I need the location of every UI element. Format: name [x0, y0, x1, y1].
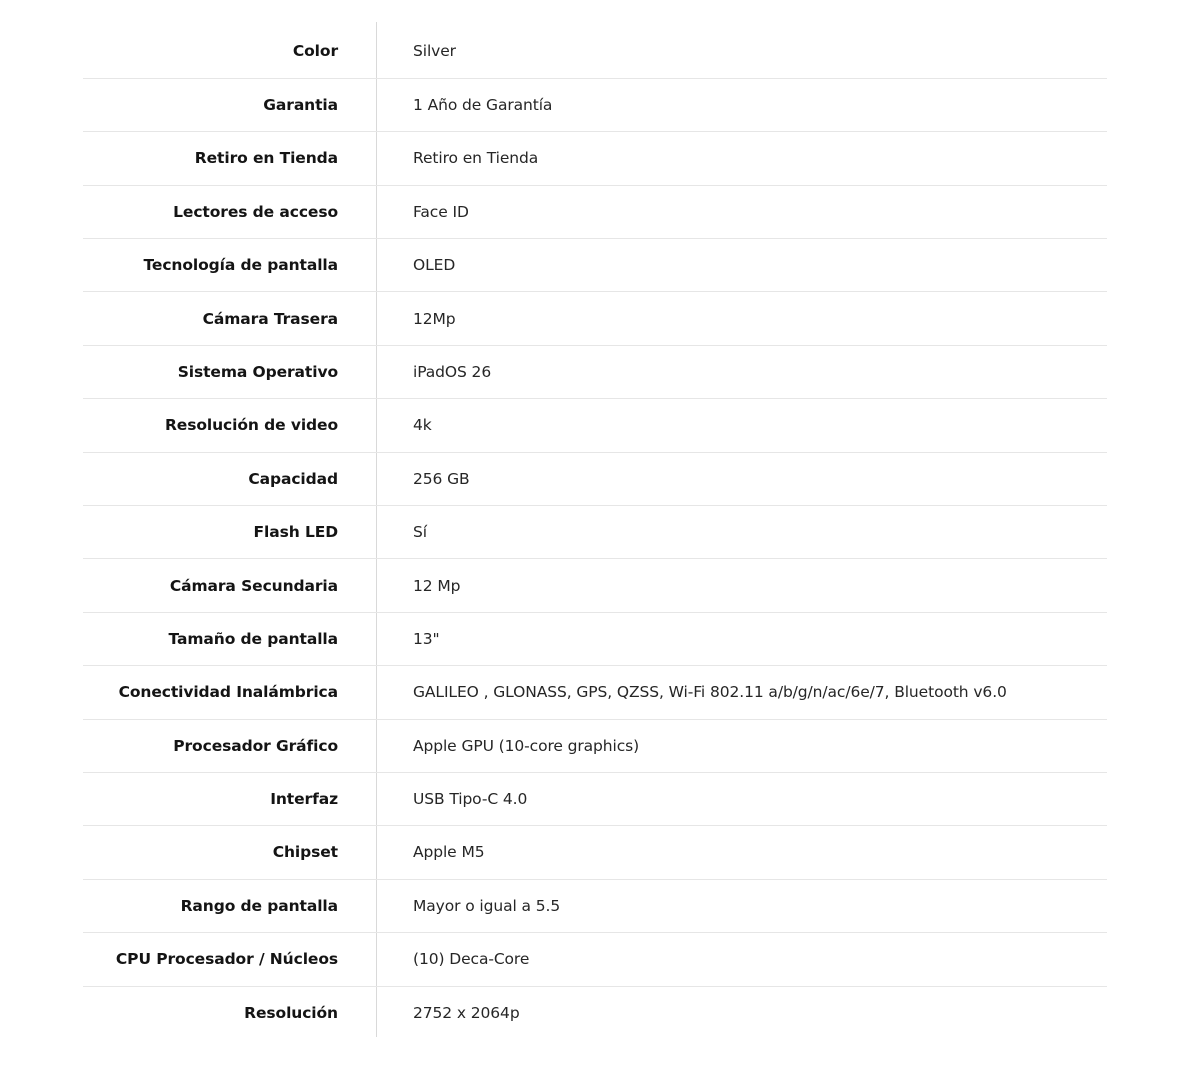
- spec-label: Tecnología de pantalla: [83, 239, 376, 292]
- spec-label: Rango de pantalla: [83, 879, 376, 932]
- spec-value: Apple GPU (10-core graphics): [376, 719, 1107, 772]
- table-row: [83, 506, 1107, 559]
- spec-value: 12 Mp: [376, 559, 1107, 612]
- table-row: [83, 239, 1107, 292]
- table-row: [83, 185, 1107, 238]
- spec-label: Color: [292, 42, 338, 61]
- table-row: [83, 452, 1107, 505]
- spec-value: Retiro en Tienda: [376, 132, 1107, 185]
- spec-label: Cámara Secundaria: [83, 559, 376, 612]
- spec-label: Procesador Gráfico: [83, 719, 376, 772]
- table-row: [83, 826, 1107, 879]
- spec-value: 12Mp: [376, 292, 1107, 345]
- spec-value: Sí: [376, 506, 1107, 559]
- spec-label: Resolución: [83, 986, 376, 1039]
- table-row: [83, 666, 1107, 719]
- spec-label: CPU Procesador / Núcleos: [83, 933, 376, 986]
- spec-label: Garantia: [83, 78, 376, 131]
- specifications-table: [83, 25, 1107, 1039]
- spec-value: Silver: [413, 42, 456, 61]
- table-row: [83, 772, 1107, 825]
- table-row: [83, 879, 1107, 932]
- spec-value: Mayor o igual a 5.5: [376, 879, 1107, 932]
- table-row: [83, 132, 1107, 185]
- spec-value: (10) Deca-Core: [376, 933, 1107, 986]
- spec-label: Tamaño de pantalla: [83, 612, 376, 665]
- spec-label: Conectividad Inalámbrica: [83, 666, 376, 719]
- spec-label: Interfaz: [83, 772, 376, 825]
- spec-label: Chipset: [83, 826, 376, 879]
- spec-value: OLED: [376, 239, 1107, 292]
- table-row: [83, 292, 1107, 345]
- table-row: [83, 933, 1107, 986]
- table-row: [83, 986, 1107, 1039]
- spec-label: Resolución de video: [83, 399, 376, 452]
- spec-value: USB Tipo-C 4.0: [376, 772, 1107, 825]
- specifications-table-body: [83, 25, 1107, 1039]
- table-row: [83, 345, 1107, 398]
- table-row: [83, 25, 1107, 78]
- spec-label: Capacidad: [83, 452, 376, 505]
- spec-value: GALILEO , GLONASS, GPS, QZSS, Wi-Fi 802.11 a/b/g/n/ac/6e/7, Bluetooth v6.0: [376, 666, 1107, 719]
- table-row: [83, 559, 1107, 612]
- spec-label: Sistema Operativo: [83, 345, 376, 398]
- spec-label: Cámara Trasera: [83, 292, 376, 345]
- spec-value: iPadOS 26: [376, 345, 1107, 398]
- table-row: [83, 78, 1107, 131]
- table-row: [83, 399, 1107, 452]
- spec-value: 2752 x 2064p: [376, 986, 1107, 1039]
- table-row: [83, 719, 1107, 772]
- spec-value: Apple M5: [376, 826, 1107, 879]
- spec-label: Lectores de acceso: [83, 185, 376, 238]
- table-row: [83, 612, 1107, 665]
- spec-value: 13": [376, 612, 1107, 665]
- spec-value: 256 GB: [376, 452, 1107, 505]
- spec-value: 1 Año de Garantía: [376, 78, 1107, 131]
- spec-value: 4k: [376, 399, 1107, 452]
- spec-label: Retiro en Tienda: [83, 132, 376, 185]
- spec-value: Face ID: [376, 185, 1107, 238]
- spec-label: Flash LED: [83, 506, 376, 559]
